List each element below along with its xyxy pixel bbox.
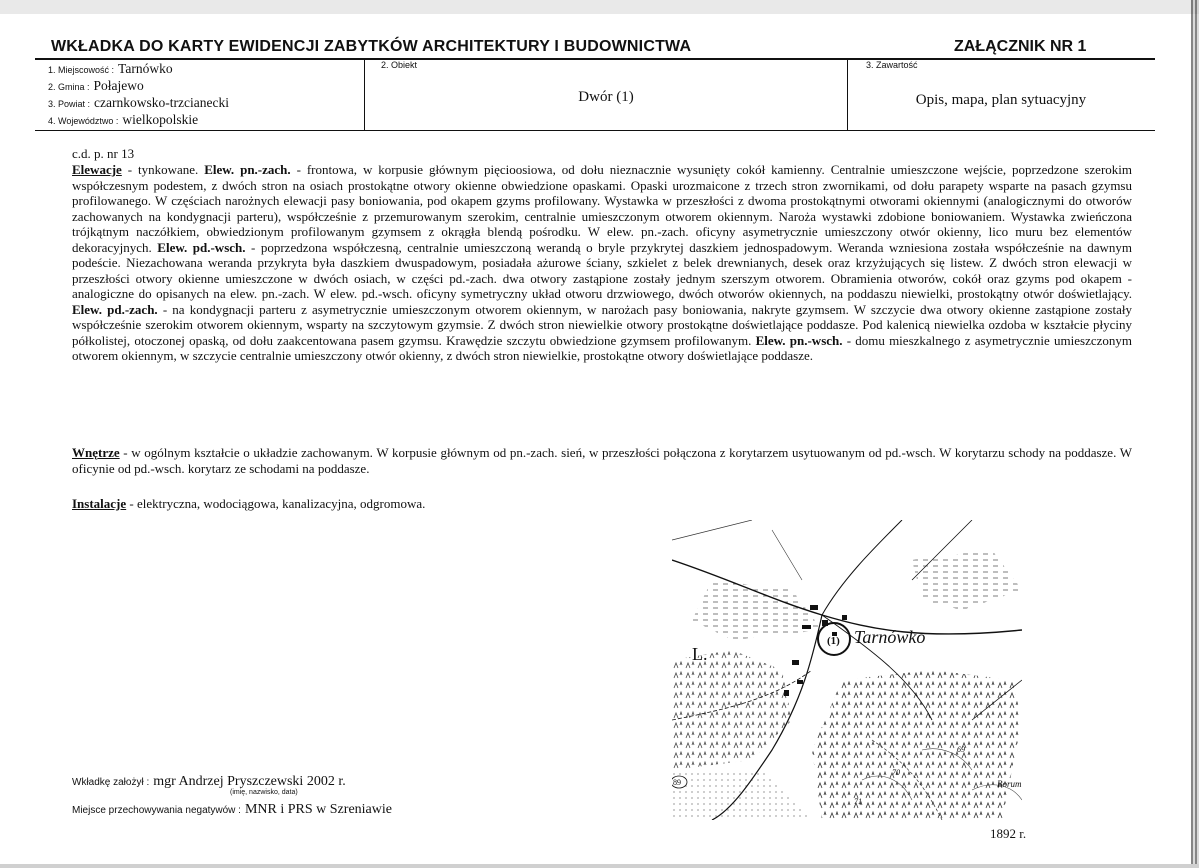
svg-text:(1): (1) [827,635,840,647]
header-bottom-line [35,130,1155,131]
document-title: WKŁADKA DO KARTY EWIDENCJI ZABYTKÓW ARCHITEKTURY I BUDOWNICTWA [51,38,692,55]
annex-number: ZAŁĄCZNIK NR 1 [954,38,1087,55]
map-letter-label: L. [692,644,708,664]
field-miejscowosc: 1. Miejscowość : Tarnówko [48,61,173,76]
wnetrze-heading: Wnętrze [72,445,120,460]
map-elev-71: 71 [854,797,862,806]
storage-value: MNR i PRS w Szreniawie [244,802,392,817]
object-value: Dwór (1) [578,89,634,105]
wojewodztwo-value: wielkopolskie [122,112,199,127]
scan-top-edge [0,0,1199,14]
field-powiat: 3. Powiat : czarnkowsko-trzcianecki [48,95,229,110]
section-wnetrze: Wnętrze - w ogólnym kształcie o układzie zachowanym. W korpusie głównym od pn.-zach. sień, w przeszłości połączona z korytarzem usytuowanym od pd.-wsch. W korytarzu schody na poddasze. W oficynie od pd.-wsch. korytarz ze schodami na poddasze. [72,445,1132,476]
map-borum-label: Borum [997,779,1022,789]
continuation-note: c.d. p. nr 13 [72,146,135,161]
instalacje-heading: Instalacje [72,496,127,511]
map-elev-70: 70 [892,768,900,777]
map-year: 1892 r. [990,826,1027,841]
contents-value: Opis, mapa, plan sytuacyjny [915,92,1087,108]
map-drawing [672,520,1022,820]
scan-right-edge [1191,0,1199,868]
contents-label: 3. Zawartość [866,60,918,70]
section-instalacje: Instalacje - elektryczna, wodociągowa, kanalizacyjna, odgromowa. [72,496,426,511]
powiat-value: czarnkowsko-trzcianecki [94,95,229,110]
author-hint: (imię, nazwisko, data) [230,789,298,796]
field-wojewodztwo: 4. Województwo : wielkopolskie [48,112,199,127]
map-place-label: Tarnówko [854,627,926,647]
object-label: 2. Obiekt [381,60,418,70]
map-sheet-number: 89 [673,778,681,787]
section-elewacje: Elewacje - tynkowane. Elew. pn.-zach. - frontowa, w korpusie głównym pięcioosiowa, od dołu nieznacznie wysunięty cokół kamienny. Centralnie umieszczone wejście, poprzedzone szerokim współczesnym podestem, z dwóch stron na osiach prostokątne otwory okienne obwiedzione opaskami. Opaski urozmaicone z trzech stron zwornikami, od dołu parapety wsparte na pasach gzymsu profilowanego. W częściach narożnych elewacji pasy boniowania, pod okapem gzyms profilowany. Wystawka w przeszłości z dwoma prostokątnymi otworami okiennymi (analogicznymi do otworów zachowanych na kondygnacji parteru), współcześnie z przemurowanym szerokim, centralnie umieszczonym otworem okiennym. Naroża wystawki zdobione boniowaniem. Wystawka zwieńczona trójkątnym naczółkiem, obwiedzionym profilowanym gzymsem z okrągła blendą pośrodku. W elew. pn.-zach. oficyny asymetrycznie umieszczony otwór okienny, lico muru bez elementów dekoracyjnych. Elew. pd.-wsch. - poprzedzona współczesną, centralnie umieszczoną werandą o bryle przykrytej daszkiem jednospadowym. Weranda wzniesiona została współcześnie na dawnym podeście. Niezachowana weranda przykryta była daszkiem dwuspadowym, posiadała ażurowe ściany, szkielet z belek drewnianych, desek oraz krzyżujących się listew. Z dwóch stron elewacji w przeszłości otwory okienne umieszczone w dwóch osiach, w części pd.-zach. dwa otwory zastąpione zostały jednym szerszym otworem. Obramienia otworów, cokół oraz gzyms pod okapem - analogiczne do opisanych na elew. pn.-zach. W elew. pd.-wsch. oficyny symetryczny układ otworu drzwiowego, dwóch otworów okiennych, na poddaszu niewielki, prostokątny otwór doświetlający. Elew. pd.-zach. - na kondygnacji parteru z asymetrycznie umieszczonym otworem okiennym, w narożach pasy boniowania, nakryte gzymsem. W szczycie dwa otwory okienne zastąpione zostały współcześnie szerokim otworem okiennym, wsparty na szczytowym gzymsie. Z dwóch stron niewielkie otwory prostokątne doświetlające poddasze. Pod kalenicą niewielka ozdoba w kształcie płyciny półkolistej, otoczonej opaską, od dołu zaakcentowana pasem gzymsu. Krawędzie szczytu obwiedzione gzymsem profilowanym. Elew. pn.-wsch. - domu mieszkalnego z asymetrycznie umieszczonym otworem okiennym, w szczycie centralnie umieszczony otwór okienny, z dwóch stron niewielkie, prostokątne otwory doświetlające poddasze. [72,162,1132,363]
miejscowosc-value: Tarnówko [118,61,173,76]
author-field: Wkładkę założył : mgr Andrzej Pryszczewski 2002 r. [72,774,346,789]
scan-bottom-edge [0,864,1199,868]
storage-field: Miejsce przechowywania negatywów : MNR i PRS w Szreniawie [72,802,392,817]
author-value: mgr Andrzej Pryszczewski 2002 r. [153,774,346,789]
map-elev-69: 69 [957,745,965,754]
header-top-line [35,58,1155,60]
gmina-value: Połajewo [93,78,144,93]
field-gmina: 2. Gmina : Połajewo [48,78,144,93]
elewacje-heading: Elewacje [72,162,122,177]
historic-map [672,520,1022,820]
